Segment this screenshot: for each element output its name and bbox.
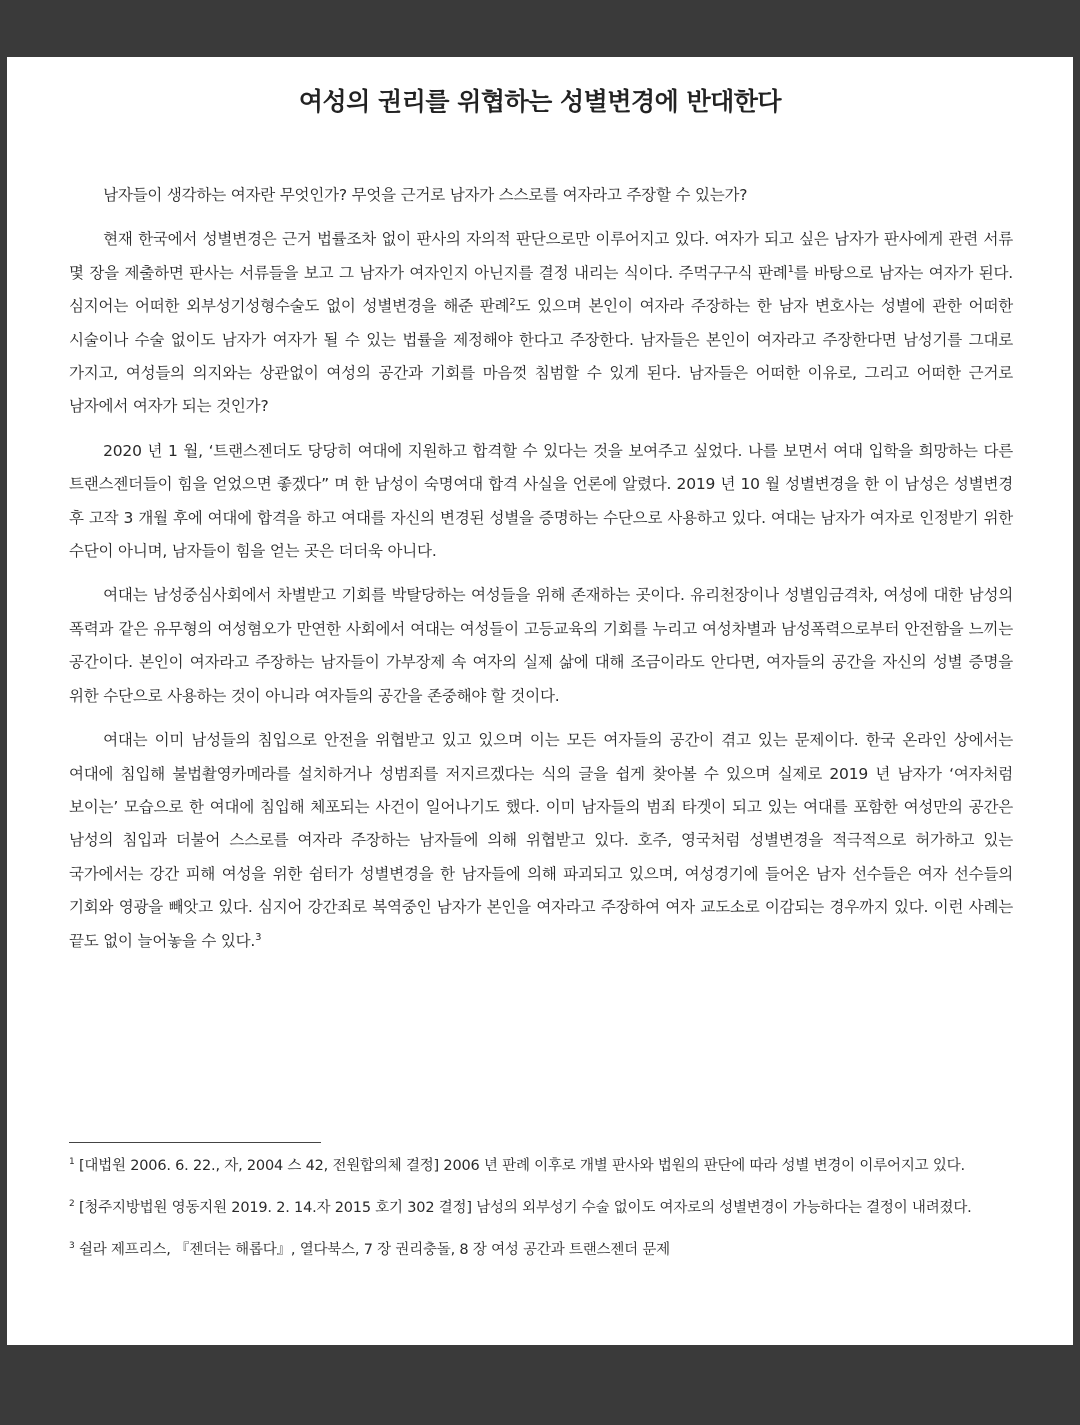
paragraph-1 — [69, 179, 1013, 212]
viewer-bottom-bar — [0, 1345, 1080, 1425]
footnote-ref-1[interactable]: 1 — [787, 263, 794, 275]
footnotes — [69, 1152, 1013, 1278]
paragraph-3-text: 2020 년 1 월, ‘트랜스젠더도 당당히 여대에 지원하고 합격할 수 있다는 것을 보여주고 싶었다. 나를 보면서 여대 입학을 희망하는 다른 트랜스젠더들이 힘을 얻었으면 좋겠다” 며 한 남성이 숙명여대 합격 사실을 언론에 알렸다. 2019 년 10 월 성별변경을 한 이 남성은 성별변경 후 고작 3 개월 후에 여대에 합격을 하고 여대를 자신의 변경된 성별을 증명하는 수단으로 사용하고 있다. 여대는 남자가 여자로 인정받기 위한 수단이 아니며, 남자들이 힘을 얻는 곳은 더더욱 아니다. — [69, 441, 1013, 561]
paragraph-3 — [69, 435, 1013, 569]
paragraph-4-text: 여대는 남성중심사회에서 차별받고 기회를 박탈당하는 여성들을 위해 존재하는 곳이다. 유리천장이나 성별임금격차, 여성에 대한 남성의 폭력과 같은 유무형의 여성혐오가 만연한 사회에서 여대는 여성들이 고등교육의 기회를 누리고 여성차별과 남성폭력으로부터 안전함을 느끼는 공간이다. 본인이 여자라고 주장하는 남자들이 가부장제 속 여자의 실제 삶에 대해 조금이라도 안다면, 여자들의 공간을 자신의 성별 증명을 위한 수단으로 사용하는 것이 아니라 여자들의 공간을 존중해야 할 것이다. — [69, 586, 1013, 705]
document-title: 여성의 권리를 위협하는 성별변경에 반대한다 — [298, 87, 782, 116]
footnote-text: [대법원 2006. 6. 22., 자, 2004 스 42, 전원합의체 결정] 2006 년 판례 이후로 개별 판사와 법원의 판단에 따라 성별 변경이 이루어지고 있다. — [78, 1158, 965, 1174]
paragraph-5 — [69, 724, 1013, 958]
footnote-ref-3[interactable]: 3 — [255, 931, 262, 943]
paragraph-2-text-a: 현재 한국에서 성별변경은 근거 법률조차 없이 판사의 자의적 판단으로만 이루어지고 있다. 여자가 되고 싶은 남자가 판사에게 관련 서류 몇 장을 제출하면 판사는 서류들을 보고 그 남자가 여자인지 아닌지를 결정 내리는 식이다. 주먹구구식 판례 — [69, 230, 1013, 282]
paragraph-4 — [69, 579, 1013, 713]
footnote-3 — [69, 1236, 1013, 1264]
footnote-number: 2 — [69, 1199, 75, 1210]
footnote-text: 쉴라 제프리스, 『젠더는 해롭다』, 열다북스, 7 장 권리충돌, 8 장 여성 공간과 트랜스젠더 문제 — [78, 1242, 670, 1258]
footnote-1 — [69, 1152, 1013, 1180]
footnote-text: [청주지방법원 영동지원 2019. 2. 14.자 2015 호기 302 결정] 남성의 외부성기 수술 없이도 여자로의 성별변경이 가능하다는 결정이 내려졌다. — [78, 1200, 972, 1216]
document-page — [7, 57, 1073, 1345]
paragraph-2-text-c: 도 있으며 본인이 여자라 주장하는 한 남자 변호사는 성별에 관한 어떠한 시술이나 수술 없이도 남자가 여자가 될 수 있는 법률을 제정해야 한다고 주장한다. 남자들은 본인이 여자라고 주장한다면 남성기를 그대로 가지고, 여성들의 의지와는 상관없이 여성의 공간과 기회를 마음껏 침범할 수 있게 된다. 남자들은 어떠한 이유로, 그리고 어떠한 근거로 남자에서 여자가 되는 것인가? — [69, 297, 1013, 416]
footnote-divider — [69, 1142, 321, 1143]
paragraph-2-text-b: 를 바탕으로 남자는 여자가 된다. 심지어는 어떠한 외부성기성형수술도 없이 성별변경을 해준 판례 — [69, 263, 1014, 316]
footnote-2 — [69, 1194, 1013, 1222]
paragraph-1-text: 남자들이 생각하는 여자란 무엇인가? 무엇을 근거로 남자가 스스로를 여자라고 주장할 수 있는가? — [103, 186, 748, 204]
footnote-ref-2[interactable]: 2 — [509, 297, 516, 309]
viewer-top-bar — [0, 0, 1080, 57]
footnote-number: 3 — [69, 1241, 75, 1252]
paragraph-5-text: 여대는 이미 남성들의 침입으로 안전을 위협받고 있고 있으며 이는 모든 여자들의 공간이 겪고 있는 문제이다. 한국 온라인 상에서는 여대에 침입해 불법촬영카메라를 설치하거나 성범죄를 저지르겠다는 식의 글을 쉽게 찾아볼 수 있으며 실제로 2019 년 남자가 ‘여자처럼 보이는’ 모습으로 한 여대에 침입해 체포되는 사건이 일어나기도 했다. 이미 남자들의 범죄 타겟이 되고 있는 여대를 포함한 여성만의 공간은 남성의 침입과 더불어 스스로를 여자라 주장하는 남자들에 의해 위협받고 있다. 호주, 영국처럼 성별변경을 적극적으로 허가하고 있는 국가에서는 강간 피해 여성을 위한 쉼터가 성별변경을 한 남자들에 의해 파괴되고 있으며, 여성경기에 들어온 남자 선수들은 여자 선수들의 기회와 영광을 빼앗고 있다. 심지어 강간죄로 복역중인 남자가 본인을 여자라고 주장하여 여자 교도소로 이감되는 경우까지 있다. 이런 사례는 끝도 없이 늘어놓을 수 있다. — [69, 731, 1013, 950]
document-body — [69, 179, 1013, 969]
paragraph-2 — [69, 223, 1013, 423]
footnote-number: 1 — [69, 1157, 75, 1168]
